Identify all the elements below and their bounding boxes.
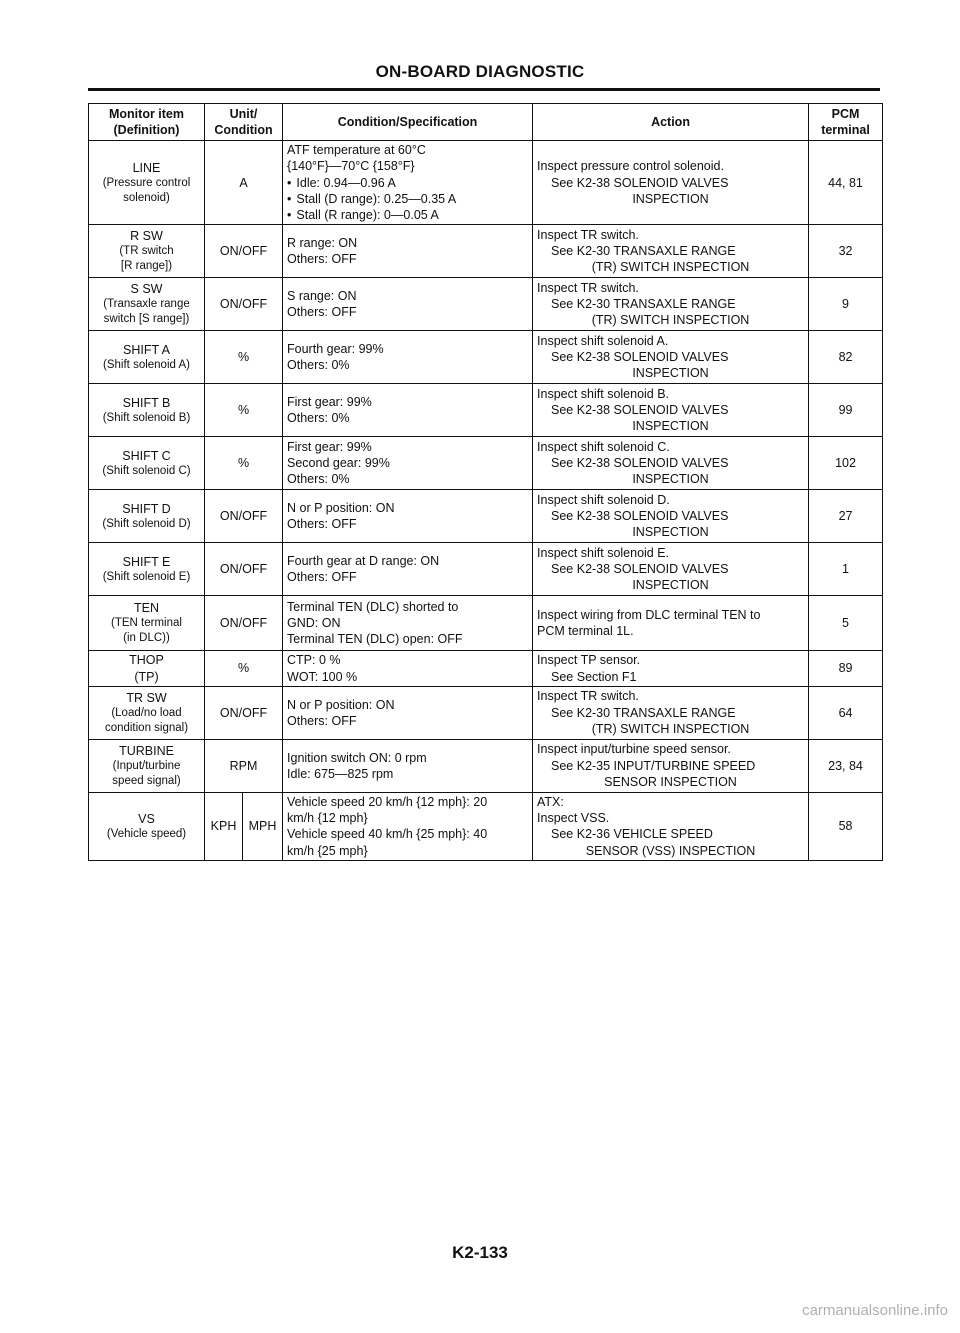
action-line: Inspect TR switch. — [537, 280, 639, 295]
condition-line: Fourth gear: 99% — [287, 342, 384, 356]
monitor-item-definition: (Shift solenoid A) — [103, 358, 190, 371]
monitor-item-cell — [89, 225, 205, 278]
diagnostic-table — [88, 103, 883, 861]
watermark[interactable]: carmanualsonline.info — [802, 1302, 948, 1319]
monitor-item-definition: (Shift solenoid C) — [102, 464, 191, 477]
monitor-item-name: LINE — [132, 160, 161, 175]
condition-cell — [283, 739, 533, 792]
action-line: ATX: — [537, 794, 564, 809]
table-row — [89, 331, 883, 384]
unit-cell: ON/OFF — [205, 225, 283, 278]
monitor-item-definition: (Shift solenoid D) — [102, 517, 191, 530]
table-row — [89, 792, 883, 860]
header-line: Unit/ — [229, 106, 258, 121]
condition-line: Idle: 675—825 rpm — [287, 766, 394, 781]
action-line: Inspect pressure control solenoid. — [537, 159, 724, 174]
table-row — [89, 141, 883, 225]
condition-line: km/h {25 mph} — [287, 843, 368, 858]
action-reference: INSPECTION — [632, 578, 709, 593]
pcm-terminal-cell: 89 — [809, 651, 883, 687]
col-header-monitor-item — [89, 104, 205, 141]
condition-line: Others: 0% — [287, 358, 350, 373]
monitor-item-cell — [89, 490, 205, 543]
header-line: PCM — [831, 106, 860, 121]
table-row — [89, 739, 883, 792]
action-cell — [533, 739, 809, 792]
action-line: PCM terminal 1L. — [537, 624, 634, 639]
pcm-terminal-cell: 44, 81 — [809, 141, 883, 225]
action-reference: See Section F1 — [551, 669, 637, 684]
monitor-item-definition: (TP) — [134, 669, 159, 684]
pcm-terminal-cell: 27 — [809, 490, 883, 543]
unit-cell-mph: MPH — [243, 792, 283, 860]
condition-line: First gear: 99% — [287, 439, 372, 454]
title-rule — [88, 88, 880, 91]
action-reference: See K2-38 SOLENOID VALVES — [551, 456, 729, 471]
action-reference: INSPECTION — [632, 525, 709, 540]
header-line: Condition — [214, 123, 273, 137]
action-cell — [533, 596, 809, 651]
pcm-terminal-cell: 58 — [809, 792, 883, 860]
monitor-item-name: SHIFT C — [122, 448, 171, 463]
condition-cell — [283, 543, 533, 596]
action-cell — [533, 543, 809, 596]
monitor-item-name: S SW — [130, 282, 163, 297]
col-header-action: Action — [533, 104, 809, 141]
monitor-item-name: TURBINE — [119, 743, 174, 758]
action-reference: SENSOR (VSS) INSPECTION — [585, 843, 756, 858]
action-line: Inspect TP sensor. — [537, 653, 641, 668]
pcm-terminal-cell: 32 — [809, 225, 883, 278]
monitor-item-definition: (Input/turbine — [112, 759, 181, 772]
monitor-item-cell — [89, 141, 205, 225]
condition-line: Others: OFF — [287, 252, 357, 267]
table-row — [89, 543, 883, 596]
monitor-item-name: R SW — [130, 229, 163, 244]
condition-bullet: • Idle: 0.94—0.96 A — [287, 175, 528, 191]
pcm-terminal-cell: 64 — [809, 686, 883, 739]
condition-cell — [283, 278, 533, 331]
monitor-item-definition: (Vehicle speed) — [106, 827, 187, 840]
table-row — [89, 596, 883, 651]
pcm-terminal-cell: 102 — [809, 437, 883, 490]
action-line: Inspect shift solenoid D. — [537, 492, 670, 507]
unit-cell: A — [205, 141, 283, 225]
monitor-item-cell — [89, 651, 205, 687]
header-line: (Definition) — [113, 123, 180, 137]
monitor-item-definition: (in DLC)) — [123, 632, 170, 645]
unit-cell-kph: KPH — [205, 792, 243, 860]
page-number: K2-133 — [452, 1243, 508, 1262]
action-reference: See K2-30 TRANSAXLE RANGE — [551, 705, 736, 720]
monitor-item-definition: (Shift solenoid E) — [102, 570, 191, 583]
monitor-item-definition: (Pressure control — [102, 176, 191, 189]
action-cell — [533, 141, 809, 225]
action-cell — [533, 437, 809, 490]
monitor-item-definition: condition signal) — [104, 721, 189, 734]
action-cell — [533, 651, 809, 687]
action-cell — [533, 331, 809, 384]
action-reference: See K2-38 SOLENOID VALVES — [551, 175, 729, 190]
monitor-item-name: SHIFT E — [122, 554, 171, 569]
monitor-item-definition: solenoid) — [123, 191, 170, 204]
table-row — [89, 384, 883, 437]
action-reference: INSPECTION — [632, 191, 709, 206]
pcm-terminal-cell: 5 — [809, 596, 883, 651]
unit-cell: ON/OFF — [205, 490, 283, 543]
table-row — [89, 225, 883, 278]
monitor-item-name: TEN — [134, 601, 159, 616]
condition-line: N or P position: ON — [287, 697, 395, 712]
col-header-pcm — [809, 104, 883, 141]
table-row — [89, 437, 883, 490]
action-cell — [533, 225, 809, 278]
header-line: Monitor item — [109, 106, 184, 121]
condition-line: Others: OFF — [287, 517, 357, 532]
condition-line: Vehicle speed 40 km/h {25 mph}: 40 — [287, 827, 488, 842]
condition-line: Others: 0% — [287, 472, 350, 487]
condition-line: {140°F}—70°C {158°F} — [287, 159, 415, 174]
action-reference: See K2-38 SOLENOID VALVES — [551, 350, 729, 365]
condition-cell — [283, 792, 533, 860]
condition-line: R range: ON — [287, 236, 358, 250]
monitor-item-definition: (TR switch — [119, 245, 174, 258]
unit-cell: % — [205, 384, 283, 437]
monitor-item-cell — [89, 331, 205, 384]
monitor-item-name: THOP — [129, 653, 164, 668]
monitor-item-cell — [89, 543, 205, 596]
action-line: Inspect wiring from DLC terminal TEN to — [537, 608, 761, 622]
condition-cell — [283, 331, 533, 384]
action-cell — [533, 686, 809, 739]
unit-cell: RPM — [205, 739, 283, 792]
action-reference: (TR) SWITCH INSPECTION — [591, 313, 750, 328]
action-cell — [533, 384, 809, 437]
condition-cell — [283, 651, 533, 687]
monitor-item-definition: speed signal) — [112, 774, 181, 787]
action-reference: See K2-38 SOLENOID VALVES — [551, 403, 729, 418]
condition-line: Others: OFF — [287, 305, 357, 320]
unit-cell: ON/OFF — [205, 686, 283, 739]
monitor-item-definition: (Load/no load — [111, 706, 182, 719]
action-reference: INSPECTION — [632, 472, 709, 487]
header-line: terminal — [821, 123, 870, 137]
action-reference: See K2-38 SOLENOID VALVES — [551, 562, 729, 577]
unit-cell: ON/OFF — [205, 278, 283, 331]
col-header-condition: Condition/Specification — [283, 104, 533, 141]
monitor-item-cell — [89, 596, 205, 651]
condition-cell — [283, 437, 533, 490]
action-reference: INSPECTION — [632, 366, 709, 381]
condition-line: Others: 0% — [287, 411, 350, 426]
monitor-item-name: SHIFT A — [122, 342, 170, 357]
condition-line: Fourth gear at D range: ON — [287, 554, 440, 568]
action-reference: INSPECTION — [632, 419, 709, 434]
action-reference: (TR) SWITCH INSPECTION — [591, 260, 750, 275]
condition-line: First gear: 99% — [287, 395, 372, 409]
condition-line: N or P position: ON — [287, 501, 395, 515]
condition-cell — [283, 490, 533, 543]
action-line: Inspect TR switch. — [537, 227, 639, 242]
condition-cell — [283, 686, 533, 739]
page-title: ON-BOARD DIAGNOSTIC — [375, 62, 585, 81]
action-reference: See K2-36 VEHICLE SPEED — [551, 827, 713, 842]
monitor-item-definition: (Transaxle range — [103, 298, 190, 311]
table-row — [89, 651, 883, 687]
action-line: Inspect shift solenoid C. — [537, 439, 670, 454]
condition-line: GND: ON — [287, 616, 341, 631]
condition-line: Second gear: 99% — [287, 456, 390, 471]
monitor-item-definition: (TEN terminal — [111, 617, 182, 630]
action-reference: See K2-35 INPUT/TURBINE SPEED — [551, 758, 756, 773]
action-cell — [533, 490, 809, 543]
action-line: Inspect VSS. — [537, 811, 610, 825]
action-line: Inspect TR switch. — [537, 689, 639, 704]
condition-line: Ignition switch ON: 0 rpm — [287, 750, 427, 765]
action-reference: SENSOR INSPECTION — [604, 774, 737, 789]
table-header-row — [89, 104, 883, 141]
action-reference: See K2-38 SOLENOID VALVES — [551, 509, 729, 524]
condition-line: WOT: 100 % — [287, 669, 358, 684]
pcm-terminal-cell: 1 — [809, 543, 883, 596]
monitor-item-cell — [89, 278, 205, 331]
condition-bullet: • Stall (D range): 0.25—0.35 A — [287, 191, 528, 207]
action-line: Inspect input/turbine speed sensor. — [537, 742, 731, 757]
monitor-item-name: VS — [138, 811, 155, 826]
action-cell — [533, 278, 809, 331]
pcm-terminal-cell: 9 — [809, 278, 883, 331]
monitor-item-cell — [89, 384, 205, 437]
action-line: Inspect shift solenoid B. — [537, 386, 670, 401]
pcm-terminal-cell: 99 — [809, 384, 883, 437]
unit-cell: ON/OFF — [205, 596, 283, 651]
monitor-item-name: TR SW — [126, 690, 167, 705]
monitor-item-definition: [R range]) — [120, 260, 173, 273]
action-reference: (TR) SWITCH INSPECTION — [591, 721, 750, 736]
monitor-item-cell — [89, 792, 205, 860]
unit-cell: % — [205, 331, 283, 384]
condition-line: km/h {12 mph} — [287, 811, 368, 825]
action-line: Inspect shift solenoid A. — [537, 333, 669, 348]
pcm-terminal-cell: 82 — [809, 331, 883, 384]
condition-line: Others: OFF — [287, 570, 357, 585]
table-row — [89, 686, 883, 739]
condition-cell — [283, 141, 533, 225]
monitor-item-name: SHIFT B — [122, 395, 171, 410]
condition-line: Vehicle speed 20 km/h {12 mph}: 20 — [287, 794, 488, 809]
unit-cell: % — [205, 437, 283, 490]
action-reference: See K2-30 TRANSAXLE RANGE — [551, 297, 736, 312]
unit-cell: % — [205, 651, 283, 687]
monitor-item-cell — [89, 739, 205, 792]
condition-line: S range: ON — [287, 289, 357, 303]
condition-cell — [283, 596, 533, 651]
pcm-terminal-cell: 23, 84 — [809, 739, 883, 792]
table-row — [89, 278, 883, 331]
action-cell — [533, 792, 809, 860]
monitor-item-definition: switch [S range]) — [103, 313, 190, 326]
condition-line: Terminal TEN (DLC) shorted to — [287, 599, 459, 614]
condition-line: CTP: 0 % — [287, 653, 341, 668]
unit-cell: ON/OFF — [205, 543, 283, 596]
monitor-item-cell — [89, 437, 205, 490]
monitor-item-name: SHIFT D — [122, 501, 171, 516]
monitor-item-cell — [89, 686, 205, 739]
condition-line: Others: OFF — [287, 713, 357, 728]
monitor-item-definition: (Shift solenoid B) — [102, 411, 191, 424]
action-line: Inspect shift solenoid E. — [537, 545, 670, 560]
condition-line: ATF temperature at 60°C — [287, 143, 426, 157]
condition-bullet: • Stall (R range): 0—0.05 A — [287, 207, 528, 223]
col-header-unit — [205, 104, 283, 141]
condition-cell — [283, 384, 533, 437]
condition-line: Terminal TEN (DLC) open: OFF — [287, 632, 463, 647]
action-reference: See K2-30 TRANSAXLE RANGE — [551, 244, 736, 259]
condition-cell — [283, 225, 533, 278]
table-row — [89, 490, 883, 543]
